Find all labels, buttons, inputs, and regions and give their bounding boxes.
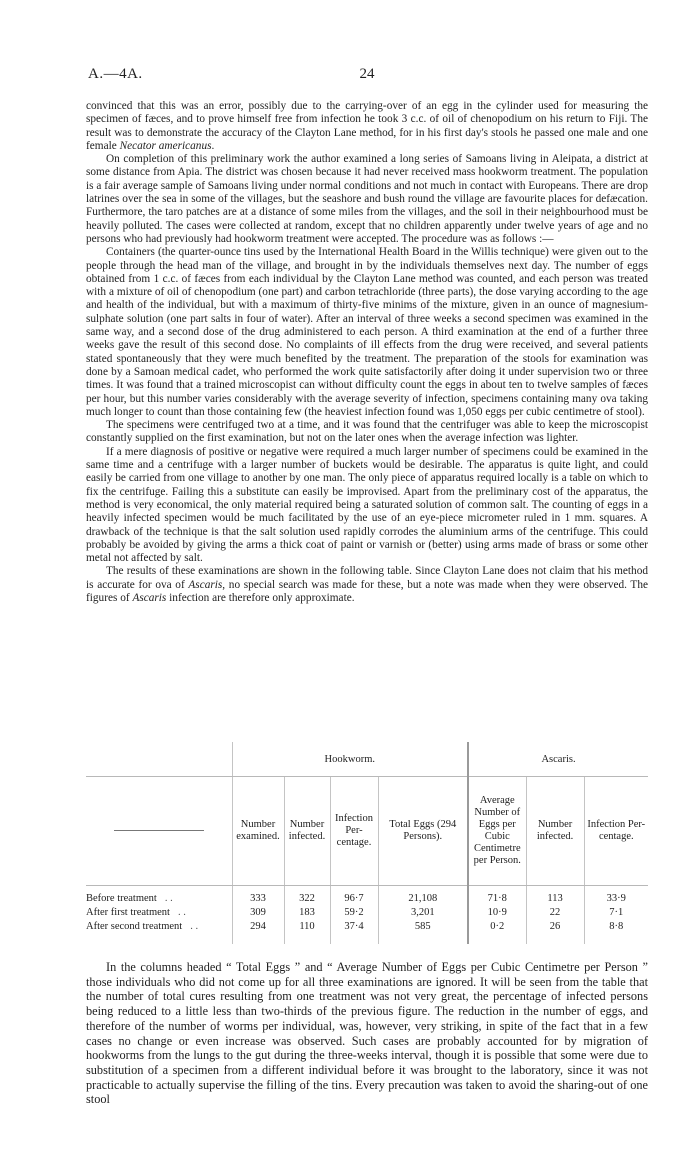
cell-asc-infected: 113 — [526, 892, 584, 906]
table-column-header — [86, 777, 648, 886]
cell-examined: 294 — [232, 920, 284, 934]
cell-asc-infected: 26 — [526, 920, 584, 934]
cell-asc-infected: 22 — [526, 906, 584, 920]
cell-examined: 309 — [232, 906, 284, 920]
cell-avg-eggs: 0·2 — [468, 920, 526, 934]
cell-total-eggs: 585 — [378, 920, 468, 934]
cell-asc-pct: 33·9 — [584, 892, 648, 906]
cell-total-eggs: 21,108 — [378, 892, 468, 906]
col-number-infected: Number infected. — [284, 777, 330, 886]
table-group-header — [86, 742, 648, 777]
italic-ascaris: Ascaris — [132, 591, 167, 604]
paragraph: On completion of this preliminary work the author examined a long series of Samoans living in Aleipata, a district at some distance from Apia. The district was chosen because it had never received mass hookworm treatment. The population is a fair average sample of Samoans living under normal conditions and not much in contact with Europeans. There are drop latrines over the sea in some of the villages, but the seashore and bush round the village are favourite places for defæcation. Furthermore, the taro patches are at a distance of some miles from the villages, and the soil in their neighbourhood must be heavily polluted. The cases were collected at random, except that no children apparently under twelve years of age and no persons who had previously had hookworm treatment were accepted. The procedure was as follows :— — [86, 153, 648, 245]
cell-asc-pct: 7·1 — [584, 906, 648, 920]
col-total-eggs: Total Eggs (294 Persons). — [378, 777, 468, 886]
cell-pct: 96·7 — [330, 892, 378, 906]
cell-pct: 37·4 — [330, 920, 378, 934]
italic-species: Necator americanus — [119, 139, 212, 152]
header-dash — [114, 830, 204, 831]
paragraph: If a mere diagnosis of positive or negative were required a much larger number of specimens could be examined in the same time and a centrifuge with a larger number of buckets would be desirable. The apparatus is quite light, and could easily be carried from one village to another by one man. The only piece of apparatus required locally is a table on which to fix the centrifuge. Failing this a substitute can easily be improvised. Apart from the preliminary cost of the apparatus, the method is very economical, the only material required being a saturated solution of common salt. The counting of eggs in a heavily infected specimen would be much facilitated by the use of an eye-piece micrometer ruled in 1 mm. squares. A drawback of the technique is that the salt solution used rapidly corrodes the aluminium arms of the centrifuge. This could probably be avoided by giving the arms a thick coat of paint or varnish or (better) using arms made of brass or some other metal not affected by salt. — [86, 445, 648, 565]
row-label: After second treatment — [86, 921, 183, 932]
body-text-bottom — [86, 960, 648, 1107]
table-row: After first treatment . . 309 183 59·2 3,201 10·9 22 7·1 — [86, 906, 648, 920]
cell-infected: 110 — [284, 920, 330, 934]
cell-pct: 59·2 — [330, 906, 378, 920]
cell-avg-eggs: 10·9 — [468, 906, 526, 920]
italic-ascaris: Ascaris — [188, 578, 223, 591]
paragraph: The specimens were centrifuged two at a time, and it was found that the centrifuger was able to keep the microscopist constantly supplied on the first examination, but not on the later ones when the average infection was lighter. — [86, 419, 648, 445]
paragraph: convinced that this was an error, possibly due to the carrying-over of an egg in the cylinder used for measuring the specimen of fæces, and to prove himself free from infection he took 3 c.c. of oil of chenopodium on his return to Fiji. The result was to demonstrate the accuracy of the Clayton Lane method, for in his first day's stools he passed one male and one female Necator americanus. — [86, 100, 648, 152]
group-hookworm: Hookworm. — [232, 742, 468, 777]
cell-total-eggs: 3,201 — [378, 906, 468, 920]
paragraph: Containers (the quarter-ounce tins used by the International Health Board in the Willis technique) were given out to the people through the head man of the village, and brought in by the individuals themselves next day. The number of eggs obtained from 1 c.c. of fæces from each individual by the Clayton Lane method was counted, and each person was treated with a mixture of oil of chenopodium (one part) and carbon tetrachloride (three parts), the dose varying according to the age and health of the individual, but with a maximum of thirty-five minims of the mixture, given in an ounce of magnesium-sulphate solution (one part salts in four of water). After an interval of three weeks a second specimen was examined in the same way, and a second dose of the drug administered to each person. A third examination at the end of a further three weeks gave the result of this second dose. No complaints of ill effects from the drug were received, and several patients stated spontaneously that they were much benefited by the treatment. The preparation of the stools for examination was done by a Samoan medical cadet, who performed the work quite satisfactorily after doing it under supervision two or three times. It was found that a trained microscopist can without difficulty count the eggs in about ten to twelve samples of fæces per hour, but this number varies considerably with the average severity of infection, specimens containing many ova taking much longer to count than those containing few (the heaviest infection found was 1,050 eggs per cubic centimetre of stool). — [86, 246, 648, 418]
body-text-top — [86, 100, 648, 605]
cell-infected: 322 — [284, 892, 330, 906]
group-ascaris: Ascaris. — [468, 742, 648, 777]
series-label: A.—4A. — [88, 66, 143, 82]
col-ascaris-percentage: Infection Per-centage. — [584, 777, 648, 886]
col-infection-percentage: Infection Per-centage. — [330, 777, 378, 886]
page-header — [88, 66, 646, 88]
cell-infected: 183 — [284, 906, 330, 920]
cell-examined: 333 — [232, 892, 284, 906]
row-label: After first treatment — [86, 907, 170, 918]
col-ascaris-infected: Number infected. — [526, 777, 584, 886]
table-row: After second treatment . . 294 110 37·4 585 0·2 26 8·8 — [86, 920, 648, 934]
col-number-examined: Number examined. — [232, 777, 284, 886]
row-label: Before treatment — [86, 893, 157, 904]
results-table — [86, 742, 648, 944]
col-average-eggs: Average Number of Eggs per Cubic Centimetre per Person. — [468, 777, 526, 886]
paragraph: The results of these examinations are shown in the following table. Since Clayton Lane does not claim that his method is accurate for ova of Ascaris, no special search was made for these, but a note was made when they were observed. The figures of Ascaris infection are therefore only approximate. — [86, 565, 648, 604]
paragraph: In the columns headed “ Total Eggs ” and “ Average Number of Eggs per Cubic Centimetre per Person ” those individuals who did not come up for all three examinations are ignored. It will be seen from the table that the number of total cures resulting from one treatment was not very great, the percentage of infected persons being reduced to a little less than two-thirds of the previous figure. The reduction in the number of eggs, and therefore of the number of worms per individual, was, however, very striking, in spite of the fact that in a few cases no change or even increase was observed. Such cases are probably accounted for by migration of hookworms from the lungs to the gut during the three-weeks interval, though it is possible that some were due to substitution of a specimen from a different individual before it was brought to the laboratory, since it was not practicable to actually supervise the filling of the tins. Every precaution was taken to avoid the sharing-out of one stool — [86, 960, 648, 1107]
cell-asc-pct: 8·8 — [584, 920, 648, 934]
cell-avg-eggs: 71·8 — [468, 892, 526, 906]
page-number: 24 — [359, 66, 375, 82]
table-row: Before treatment . . 333 322 96·7 21,108 71·8 113 33·9 — [86, 892, 648, 906]
